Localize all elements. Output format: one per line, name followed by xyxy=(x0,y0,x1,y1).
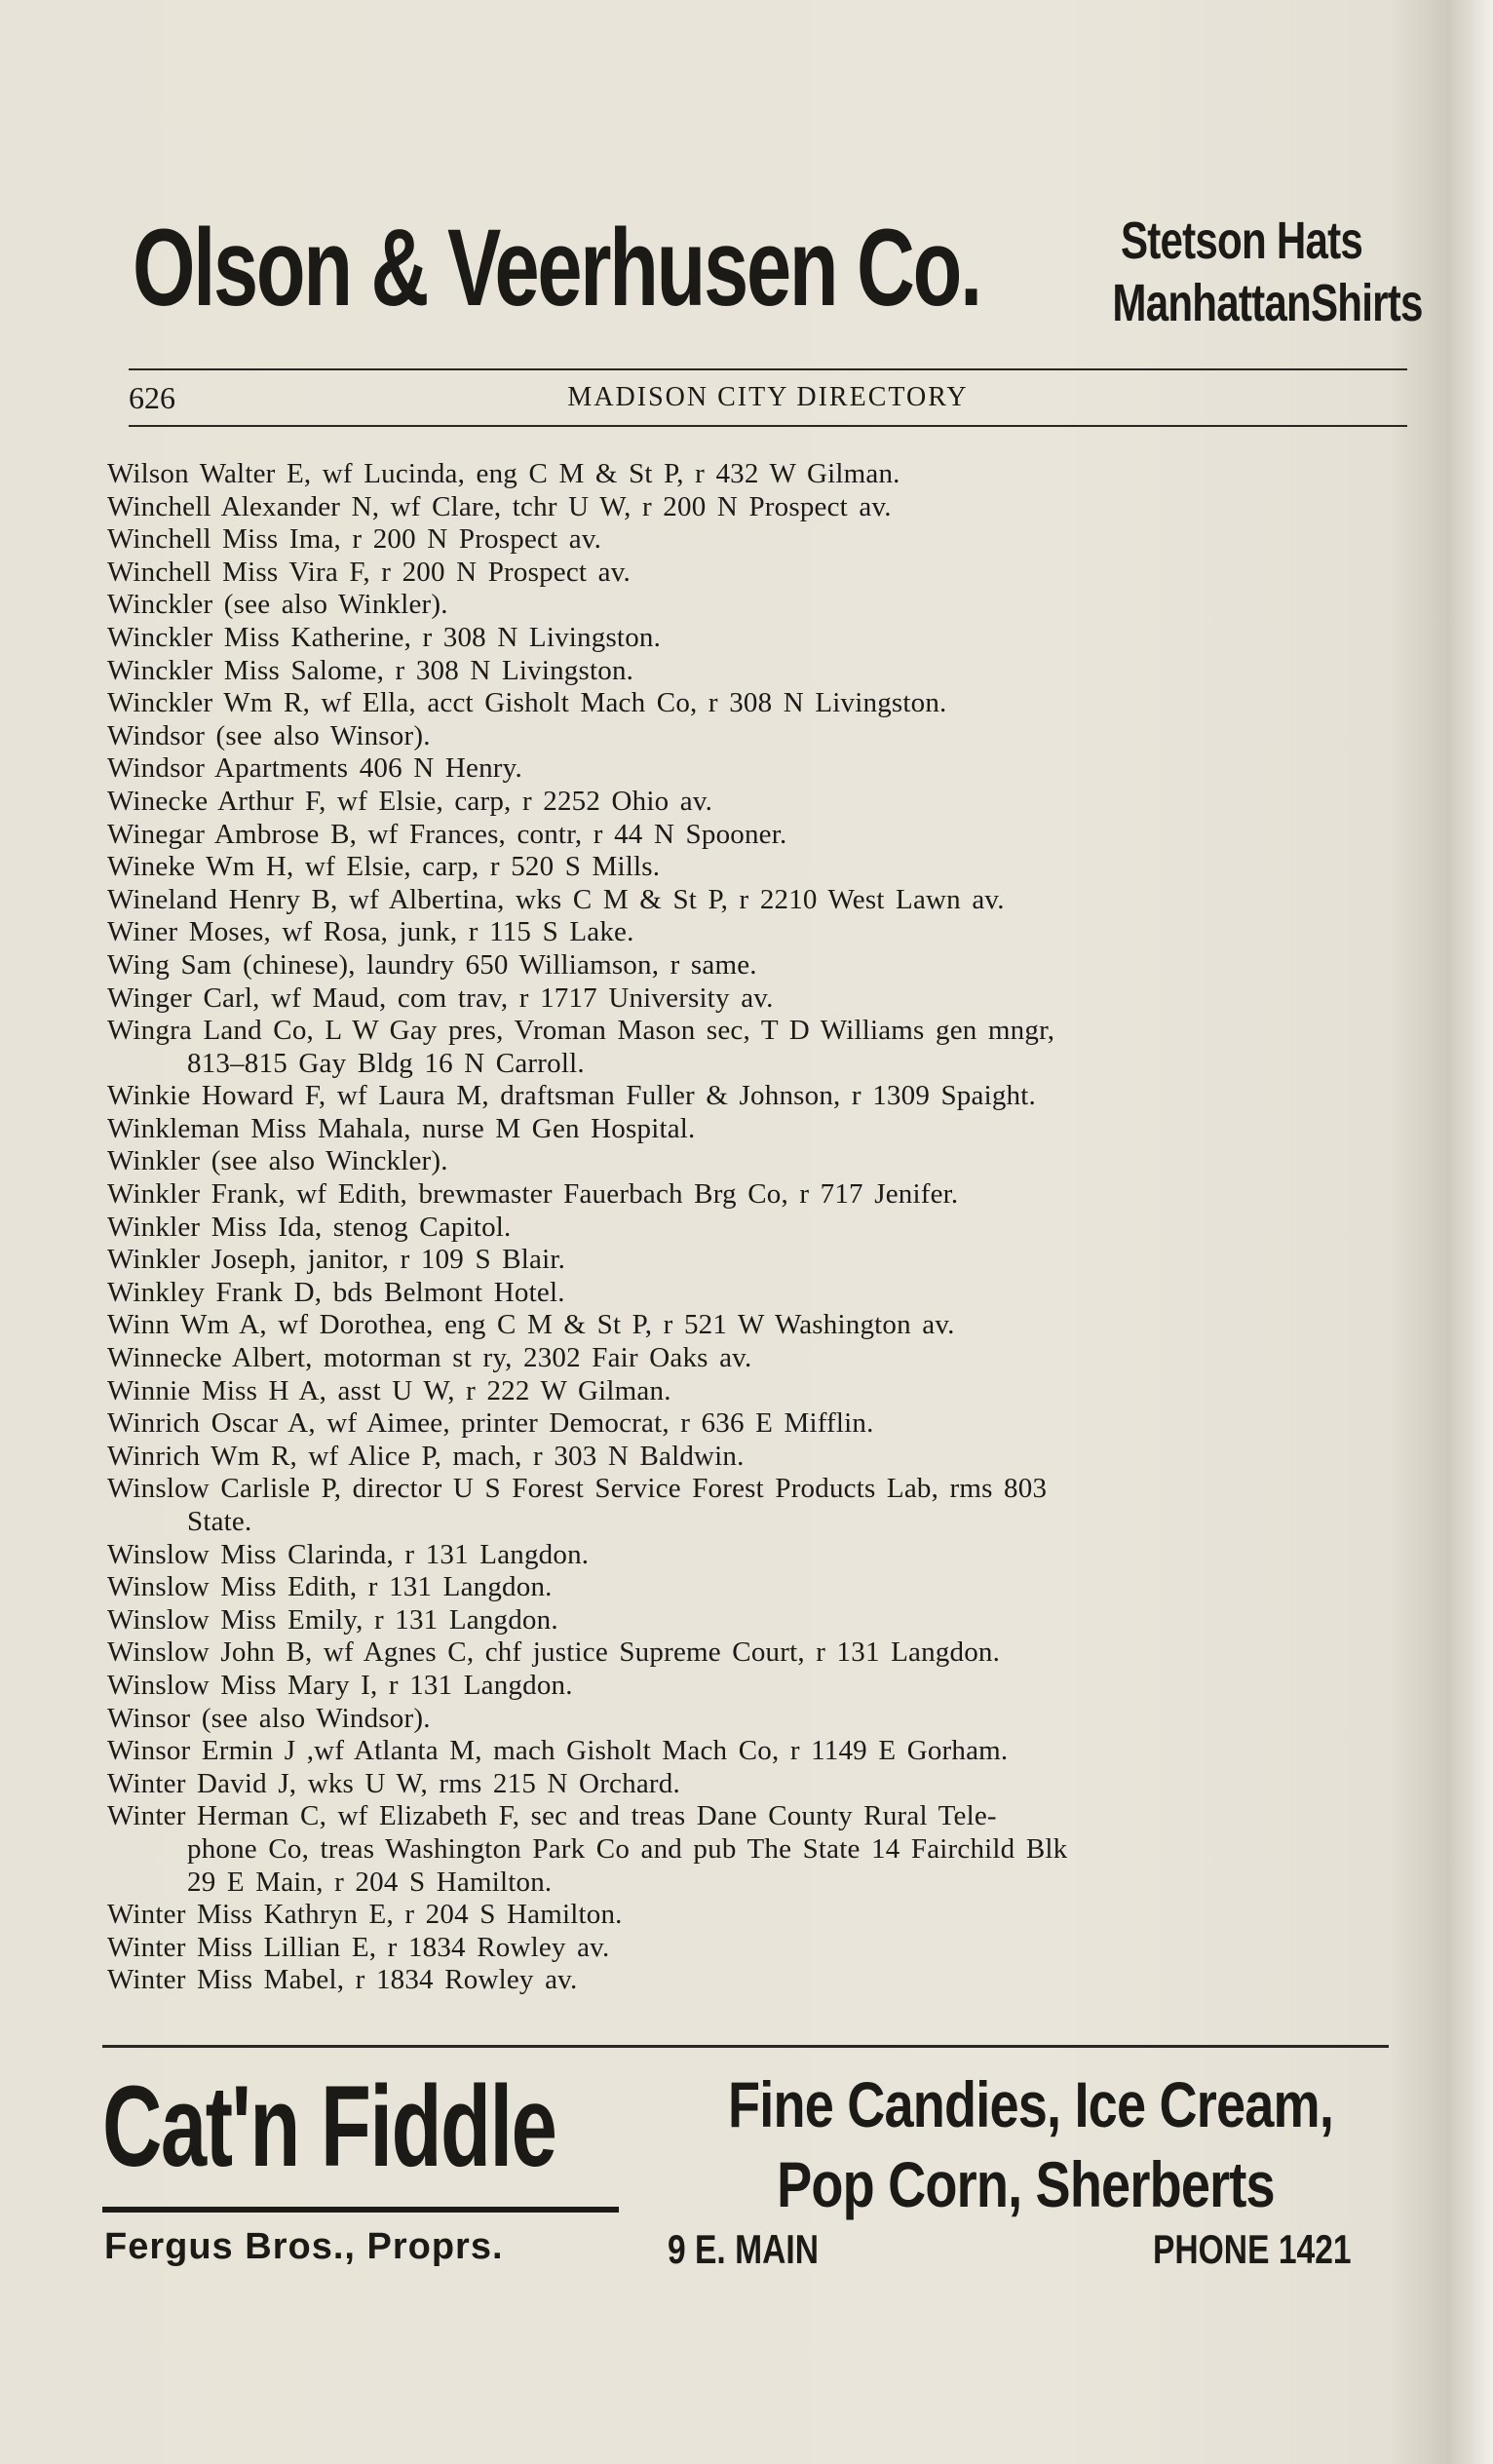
footer-advertisement xyxy=(102,2045,1389,2298)
directory-entry xyxy=(107,1932,1403,1965)
entry-text: Winchell Miss Ima, r 200 N Prospect av. xyxy=(107,523,602,556)
directory-entry xyxy=(107,1670,1403,1703)
entry-text: Winkley Frank D, bds Belmont Hotel. xyxy=(107,1276,565,1308)
directory-entry xyxy=(107,1703,1403,1736)
entry-text: Winckler Miss Salome, r 308 N Livingston. xyxy=(107,654,634,686)
entry-text: Wineke Wm H, wf Elsie, carp, r 520 S Mills. xyxy=(107,851,661,883)
entry-text: Winckler Miss Katherine, r 308 N Livingston. xyxy=(107,621,662,653)
entry-text: Winckler Wm R, wf Ella, acct Gisholt Mach Co, r 308 N Livingston. xyxy=(107,687,947,719)
entry-text: Winkler Miss Ida, stenog Capitol. xyxy=(107,1211,512,1243)
directory-entry xyxy=(107,1768,1403,1801)
entry-text: Winer Moses, wf Rosa, junk, r 115 S Lake. xyxy=(107,916,634,948)
entry-text: Winslow Miss Clarinda, r 131 Langdon. xyxy=(107,1538,590,1570)
directory-entry xyxy=(107,1539,1403,1572)
entry-text: Winter Miss Mabel, r 1834 Rowley av. xyxy=(107,1964,578,1996)
entry-text: Winkler Frank, wf Edith, brewmaster Fauerbach Brg Co, r 717 Jenifer. xyxy=(107,1178,959,1211)
header-ad-line-1: Stetson Hats xyxy=(1120,212,1363,270)
directory-entry xyxy=(107,1441,1403,1474)
directory-entry xyxy=(107,589,1403,622)
directory-entry xyxy=(107,720,1403,753)
footer-ad-rule xyxy=(102,2045,1389,2048)
header-top-rule xyxy=(129,368,1407,370)
directory-entry xyxy=(107,687,1403,720)
directory-entry xyxy=(107,491,1403,524)
header-advertisement xyxy=(133,200,1423,356)
directory-entry xyxy=(107,1080,1403,1113)
directory-entry xyxy=(107,1571,1403,1604)
directory-entry xyxy=(107,1309,1403,1342)
entry-text: Winkler (see also Winckler). xyxy=(107,1145,448,1177)
directory-entry xyxy=(107,884,1403,917)
entry-text: Winter Miss Lillian E, r 1834 Rowley av. xyxy=(107,1931,610,1963)
directory-entry xyxy=(107,819,1403,852)
directory-entry xyxy=(107,752,1403,786)
entry-text: Winrich Wm R, wf Alice P, mach, r 303 N Baldwin. xyxy=(107,1440,745,1472)
footer-ad-address: 9 E. MAIN xyxy=(668,2226,819,2272)
directory-entry xyxy=(107,1277,1403,1310)
directory-entry xyxy=(107,1015,1403,1080)
header-bottom-rule xyxy=(129,425,1407,427)
footer-ad-tagline xyxy=(663,2064,1389,2224)
directory-entry xyxy=(107,1212,1403,1245)
directory-entry xyxy=(107,1473,1403,1538)
directory-entry xyxy=(107,1800,1403,1899)
directory-entry xyxy=(107,1244,1403,1277)
entry-text: Winslow Miss Edith, r 131 Langdon. xyxy=(107,1571,553,1603)
entry-text: Wingra Land Co, L W Gay pres, Vroman Mason sec, T D Williams gen mngr, xyxy=(107,1015,1055,1047)
entry-text: Winslow Miss Mary I, r 131 Langdon. xyxy=(107,1669,573,1701)
directory-entry xyxy=(107,1113,1403,1146)
running-head-title: MADISON CITY DIRECTORY xyxy=(567,382,969,412)
entry-text: Winckler (see also Winkler). xyxy=(107,589,448,621)
footer-ad-proprietors: Fergus Bros., Proprs. xyxy=(104,2226,504,2267)
entry-text: Winkleman Miss Mahala, nurse M Gen Hospital. xyxy=(107,1112,696,1144)
footer-ad-phone: PHONE 1421 xyxy=(1153,2226,1352,2272)
header-ad-line-2: ManhattanShirts xyxy=(1112,274,1423,332)
entry-continuation: State. xyxy=(187,1506,252,1537)
entry-text: Winter David J, wks U W, rms 215 N Orchard. xyxy=(107,1767,680,1799)
directory-entry xyxy=(107,851,1403,884)
entry-text: Winnie Miss H A, asst U W, r 222 W Gilman. xyxy=(107,1374,671,1406)
directory-entry xyxy=(107,1636,1403,1670)
directory-listing xyxy=(107,458,1403,1997)
entry-text: Wineland Henry B, wf Albertina, wks C M & St P, r 2210 West Lawn av. xyxy=(107,883,1005,915)
header-ad-brand: Olson & Veerhusen Co. xyxy=(133,207,980,328)
directory-entry xyxy=(107,1604,1403,1637)
entry-continuation: phone Co, treas Washington Park Co and pub The State 14 Fairchild Blk xyxy=(187,1832,1068,1865)
entry-text: Windsor (see also Winsor). xyxy=(107,719,431,751)
entry-text: Winsor (see also Windsor). xyxy=(107,1702,431,1734)
directory-entry xyxy=(107,1735,1403,1768)
directory-entry xyxy=(107,458,1403,491)
running-head xyxy=(129,378,1407,417)
entry-text: Wilson Walter E, wf Lucinda, eng C M & St P, r 432 W Gilman. xyxy=(107,458,900,489)
directory-entry xyxy=(107,786,1403,819)
entry-text: Winter Miss Kathryn E, r 204 S Hamilton. xyxy=(107,1899,623,1931)
entry-text: Winslow John B, wf Agnes C, chf justice Supreme Court, r 131 Langdon. xyxy=(107,1636,1001,1669)
entry-text: Winchell Miss Vira F, r 200 N Prospect av. xyxy=(107,556,631,588)
directory-entry xyxy=(107,949,1403,982)
directory-entry xyxy=(107,1145,1403,1178)
entry-text: Winrich Oscar A, wf Aimee, printer Democrat, r 636 E Mifflin. xyxy=(107,1407,874,1440)
directory-entry xyxy=(107,1375,1403,1408)
page-number: 626 xyxy=(129,380,175,415)
footer-ad-underline xyxy=(102,2207,619,2213)
entry-text: Winchell Alexander N, wf Clare, tchr U W, r 200 N Prospect av. xyxy=(107,490,892,522)
directory-entry xyxy=(107,1964,1403,1997)
entry-continuation: 29 E Main, r 204 S Hamilton. xyxy=(187,1866,553,1898)
entry-text: Windsor Apartments 406 N Henry. xyxy=(107,752,522,785)
header-ad-products xyxy=(1076,210,1423,334)
entry-text: Winegar Ambrose B, wf Frances, contr, r 44 N Spooner. xyxy=(107,818,787,850)
entry-text: Winkler Joseph, janitor, r 109 S Blair. xyxy=(107,1244,566,1276)
entry-text: Winn Wm A, wf Dorothea, eng C M & St P, r 521 W Washington av. xyxy=(107,1309,955,1341)
footer-ad-tagline-1: Fine Candies, Ice Cream, xyxy=(728,2068,1334,2140)
directory-entry xyxy=(107,523,1403,557)
entry-text: Winkie Howard F, wf Laura M, draftsman Fuller & Johnson, r 1309 Spaight. xyxy=(107,1080,1036,1112)
entry-text: Winger Carl, wf Maud, com trav, r 1717 University av. xyxy=(107,982,774,1014)
entry-text: Winslow Carlisle P, director U S Forest Service Forest Products Lab, rms 803 xyxy=(107,1473,1048,1505)
entry-text: Winslow Miss Emily, r 131 Langdon. xyxy=(107,1603,558,1636)
entry-text: Winsor Ermin J ,wf Atlanta M, mach Gisholt Mach Co, r 1149 E Gorham. xyxy=(107,1735,1009,1767)
directory-entry xyxy=(107,622,1403,655)
footer-ad-brand: Cat'n Fiddle xyxy=(102,2062,556,2191)
entry-text: Winnecke Albert, motorman st ry, 2302 Fair Oaks av. xyxy=(107,1342,752,1374)
directory-entry xyxy=(107,557,1403,590)
entry-text: Winter Herman C, wf Elizabeth F, sec and treas Dane County Rural Tele- xyxy=(107,1800,997,1832)
entry-text: Wing Sam (chinese), laundry 650 Williamson, r same. xyxy=(107,948,757,981)
directory-entry xyxy=(107,1342,1403,1375)
directory-entry xyxy=(107,1899,1403,1932)
footer-ad-tagline-2: Pop Corn, Sherberts xyxy=(777,2148,1275,2220)
directory-entry xyxy=(107,655,1403,688)
directory-entry xyxy=(107,982,1403,1016)
directory-entry xyxy=(107,1178,1403,1212)
entry-continuation: 813–815 Gay Bldg 16 N Carroll. xyxy=(187,1047,585,1079)
entry-text: Winecke Arthur F, wf Elsie, carp, r 2252 Ohio av. xyxy=(107,785,713,817)
directory-entry xyxy=(107,916,1403,949)
directory-entry xyxy=(107,1407,1403,1441)
